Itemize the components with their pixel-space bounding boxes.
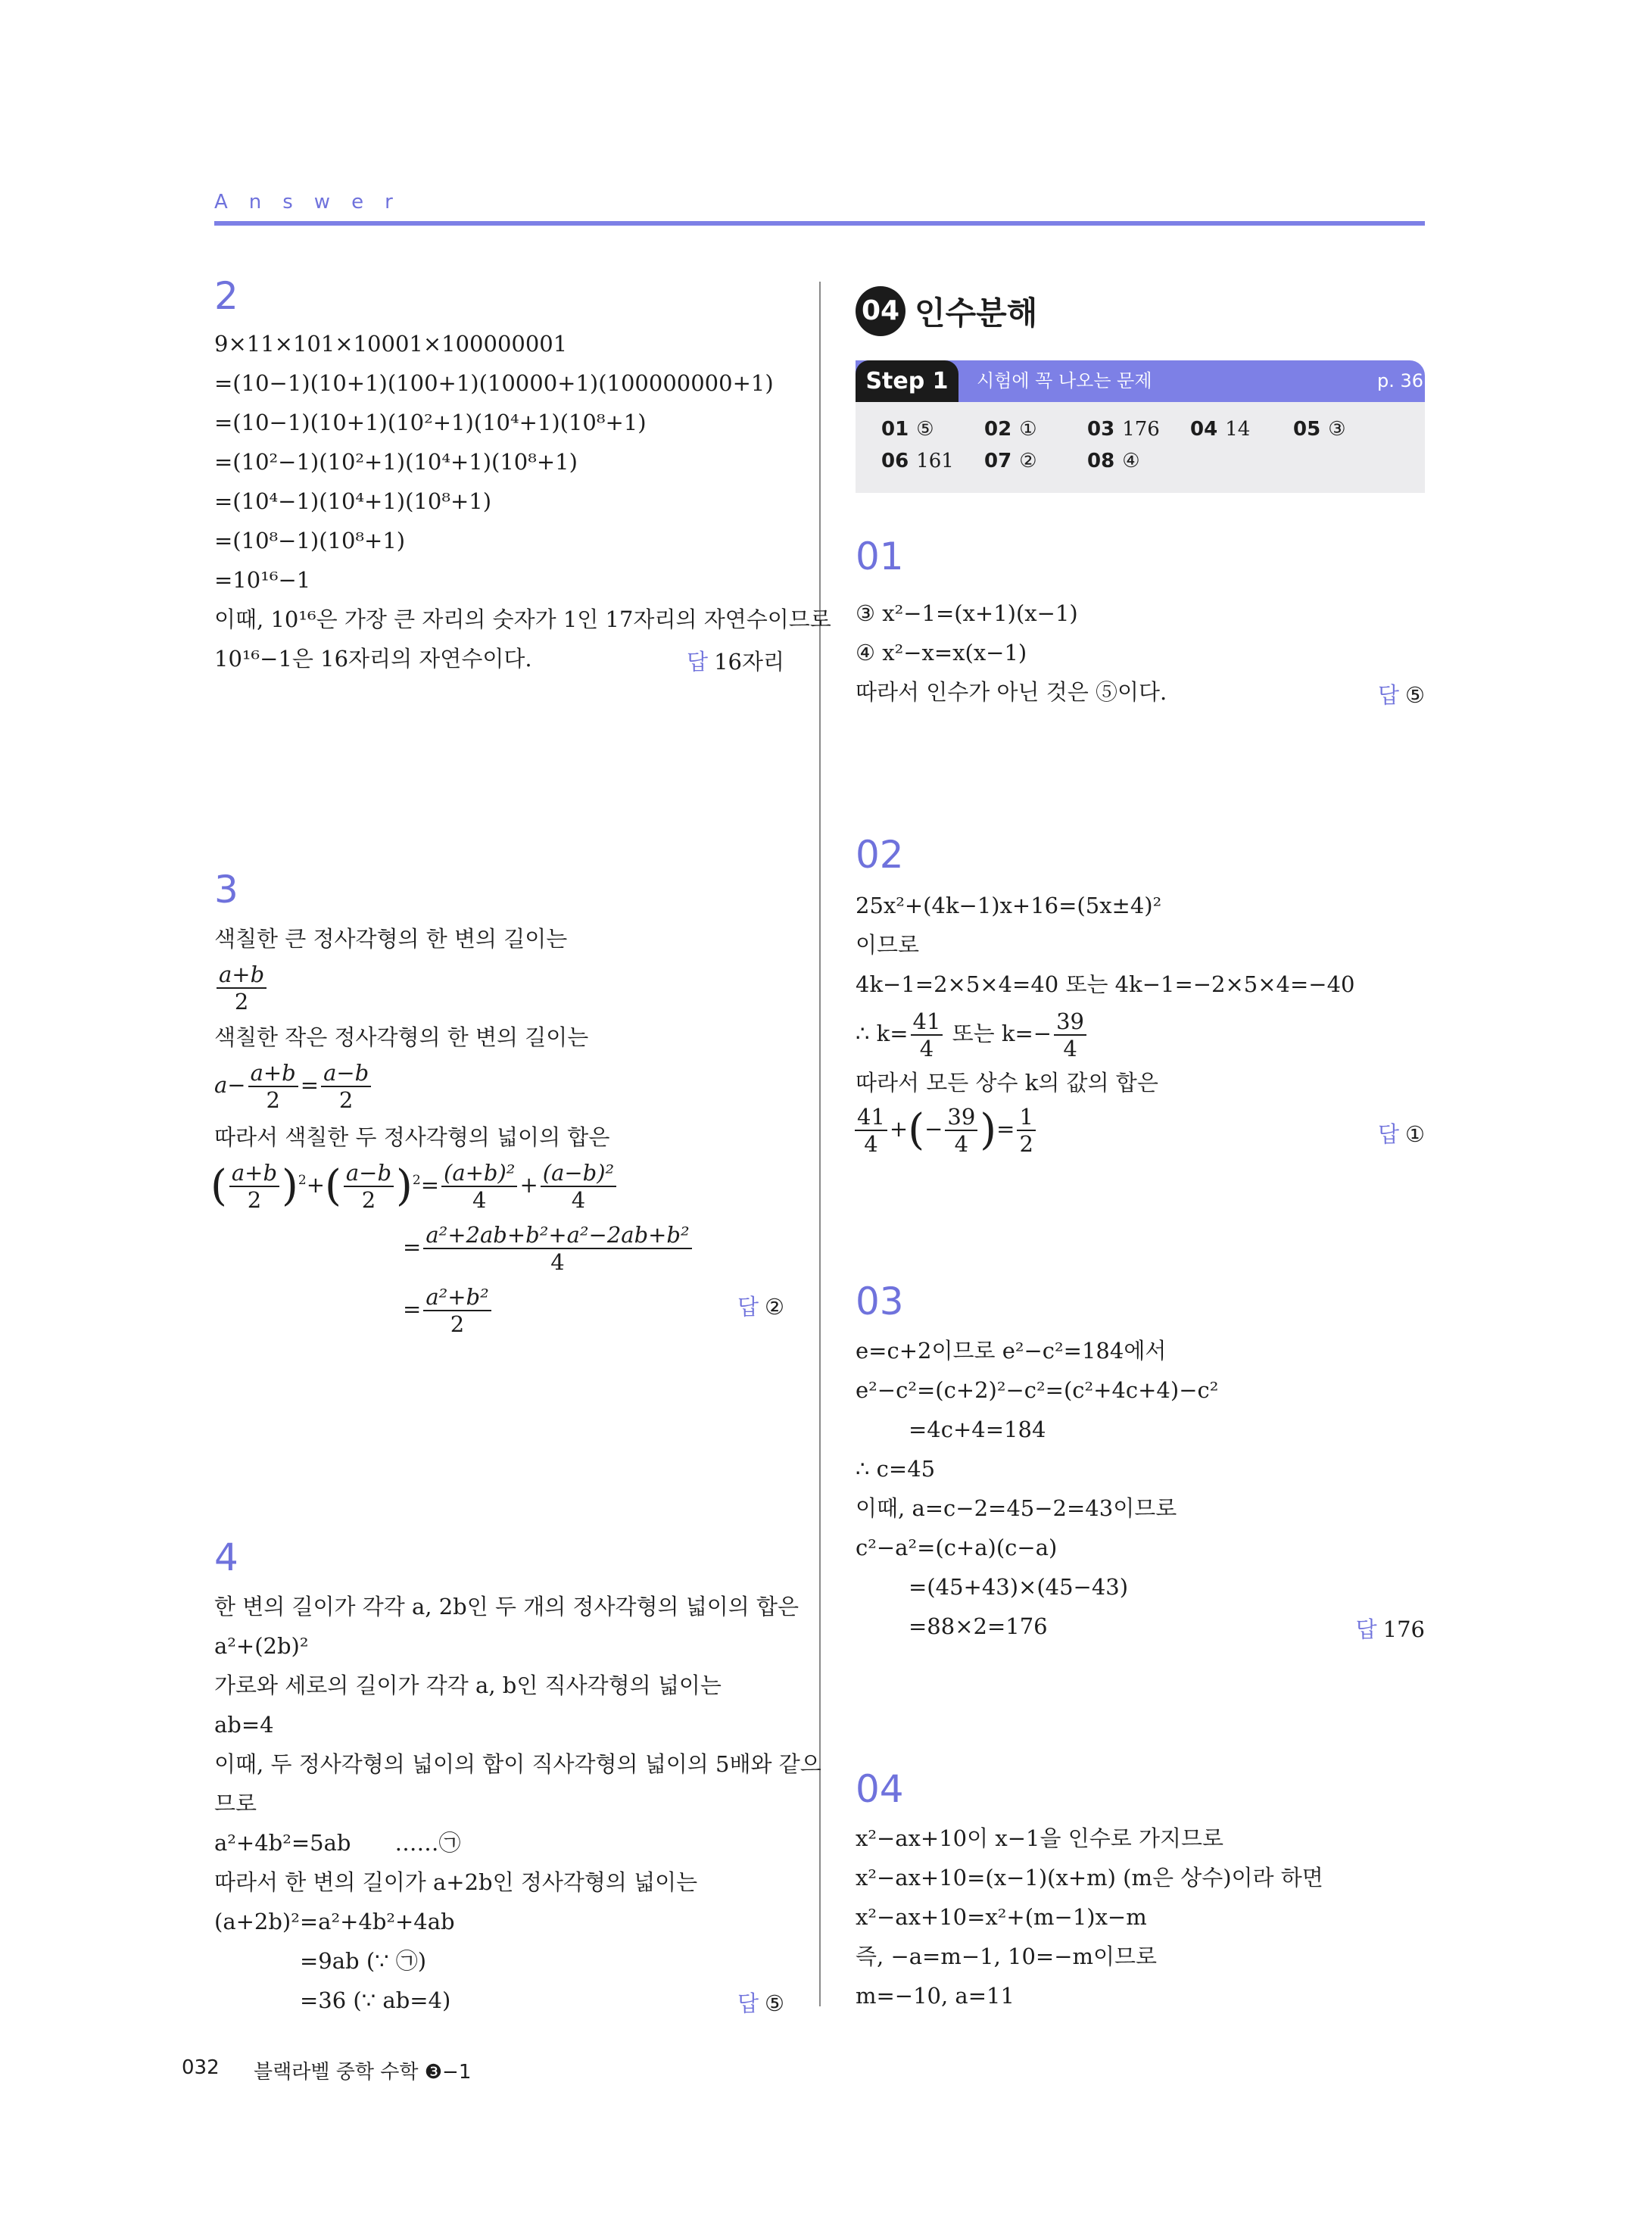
math-line: =88×2=176 [909,1613,1048,1639]
math-line: =9ab (∵ ㉠) [300,1948,427,1974]
quick-answer: 08 ④ [1087,450,1140,472]
math-line: ∴ c=45 [856,1456,936,1482]
math-line: =(10⁴−1)(10⁴+1)(10⁸+1) [214,488,492,514]
answer [687,645,784,676]
math-line: (a+2b)²=a²+4b²+4ab [214,1909,455,1934]
answer-value: 176 [1382,1616,1425,1642]
math-line: 9×11×101×10001×100000001 [214,331,568,357]
text-line: 가로와 세로의 길이가 각각 a, b인 직사각형의 넓이는 [214,1672,722,1698]
step-tab: Step 1 [856,360,958,402]
quick-answer: 07 ② [984,450,1037,472]
expression-line: $\frac{41}{4}$ +(− $\frac{39}{4}$ )= $\frac{1}{2}$ [852,1104,1038,1157]
answer-value: 16자리 [714,649,784,675]
answer-label: 답 [737,1990,759,2016]
problem-number: 2 [214,274,238,318]
math-line: m=−10, a=11 [856,1983,1015,2009]
answer-label: 답 [1377,1121,1399,1147]
text-line: 색칠한 작은 정사각형의 한 변의 길이는 [214,1024,589,1050]
math-line: ③ x²−1=(x+1)(x−1) [856,600,1078,626]
answer-label: 답 [1355,1616,1377,1642]
column-divider [819,282,821,2006]
quick-answer: 05 ③ [1293,418,1346,441]
problem-number: 3 [214,868,238,912]
math-line: =(10−1)(10+1)(10²+1)(10⁴+1)(10⁸+1) [214,410,647,435]
text-line: 이때, 10¹⁶은 가장 큰 자리의 숫자가 1인 17자리의 자연수이므로 [214,606,831,632]
problem-number: 4 [214,1535,238,1579]
text-line: 이므로 [856,932,920,958]
fraction-line: ∴ k= $\frac{41}{4}$ 또는 k=− $\frac{39}{4}$ [856,1008,1089,1061]
text-line: 따라서 모든 상수 k의 값의 합은 [856,1070,1158,1096]
math-line: ab=4 [214,1712,274,1738]
text-line: 한 변의 길이가 각각 a, 2b인 두 개의 정사각형의 넓이의 합은 [214,1594,800,1619]
answer-value: ⑤ [765,1990,784,2016]
answer-label: 답 [737,1294,759,1320]
text-line: 따라서 한 변의 길이가 a+2b인 정사각형의 넓이는 [214,1869,698,1895]
text-line: x²−ax+10=(x−1)(x+m) (m은 상수)이라 하면 [856,1865,1323,1891]
answer [737,1987,784,2018]
quick-answer: 03 176 [1087,418,1160,441]
expression-line: ( $\frac{a+b}{2}$ )$^2$+( $\frac{a-b}{2}$ )$^2$= $\frac{\text{(a+b)²}}{4}$ + $\frac{\text{(a−b)²}}{4}$ [210,1160,619,1213]
text-line: 따라서 인수가 아닌 것은 ⑤이다. [856,679,1167,705]
answer [1378,1118,1425,1149]
fraction: $\frac{a-b}{2}$ [321,1060,371,1113]
problem-number: 02 [856,833,904,877]
page-number: 032 [182,2056,220,2079]
math-line: =(10−1)(10+1)(100+1)(10000+1)(100000000+1) [214,370,774,396]
quick-answer: 02 ① [984,418,1037,441]
fraction-line [214,962,269,1015]
quick-answer: 04 14 [1190,418,1251,441]
answer-label: 답 [687,649,709,675]
section-name: 인수분해 [915,295,1038,332]
math-line: ④ x²−x=x(x−1) [856,640,1027,666]
section-title [856,286,1037,336]
answer [737,1290,784,1321]
math-line: =(10⁸−1)(10⁸+1) [214,528,406,553]
text-line: 10¹⁶−1은 16자리의 자연수이다. [214,646,532,672]
text-line: 즉, −a=m−1, 10=−m이므로 [856,1944,1158,1969]
math-line: =(10²−1)(10²+1)(10⁴+1)(10⁸+1) [214,449,578,475]
math-line: =36 (∵ ab=4) [300,1987,451,2013]
math-line: =(45+43)×(45−43) [909,1574,1129,1600]
section-badge: 04 [856,286,905,336]
step-description: 시험에 꼭 나오는 문제 [977,370,1152,391]
problem-number: 04 [856,1767,904,1811]
fraction-line: a− $\frac{a+b}{2}$ = $\frac{a-b}{2}$ [214,1060,373,1113]
text-line: x²−ax+10이 x−1을 인수로 가지므로 [856,1825,1224,1851]
answer-value: ① [1405,1121,1425,1147]
quick-answer: 06 161 [881,450,954,472]
text-line: 이때, 두 정사각형의 넓이의 합이 직사각형의 넓이의 5배와 같으 [214,1751,821,1777]
expression-line: = $\frac{\text{a²+b²}}{2}$ [403,1284,494,1337]
problem-number: 03 [856,1280,904,1323]
answer-value: ⑤ [1405,682,1425,708]
math-line: 25x²+(4k−1)x+16=(5x±4)² [856,893,1162,918]
math-line: 4k−1=2×5×4=40 또는 4k−1=−2×5×4=−40 [856,971,1355,997]
answer-label: 답 [1377,682,1399,708]
expression-line: = $\frac{\text{a²+2ab+b²+a²−2ab+b²}}{4}$ [403,1222,694,1275]
text-line: 므로 [214,1791,257,1816]
math-line: =10¹⁶−1 [214,567,311,593]
header-rule [214,221,1425,226]
step-answer-box [856,402,1425,493]
answer [1356,1613,1425,1644]
answer-value: ② [765,1294,784,1320]
math-line: x²−ax+10=x²+(m−1)x−m [856,1904,1147,1930]
math-line: c²−a²=(c+a)(c−a) [856,1535,1058,1560]
book-title: 블랙라벨 중학 수학 ❸−1 [254,2061,472,2084]
text-line: 이때, a=c−2=45−2=43이므로 [856,1495,1177,1521]
step-page-ref: p. 36 [1376,370,1423,391]
text-line: e=c+2이므로 e²−c²=184에서 [856,1338,1167,1364]
math-line: a²+(2b)² [214,1633,309,1659]
fraction: $\frac{a+b}{2}$ [217,962,267,1015]
text-line: 색칠한 큰 정사각형의 한 변의 길이는 [214,926,568,952]
answer [1378,678,1425,709]
quick-answer: 01 ⑤ [881,418,934,441]
math-line: =4c+4=184 [909,1417,1046,1442]
text-line: 따라서 색칠한 두 정사각형의 넓이의 합은 [214,1124,610,1150]
math-line: e²−c²=(c+2)²−c²=(c²+4c+4)−c² [856,1377,1219,1403]
header-label: Answer [214,191,414,214]
math-line: a²+4b²=5ab ……㉠ [214,1830,461,1856]
problem-number: 01 [856,535,904,578]
fraction: $\frac{a+b}{2}$ [248,1060,298,1113]
